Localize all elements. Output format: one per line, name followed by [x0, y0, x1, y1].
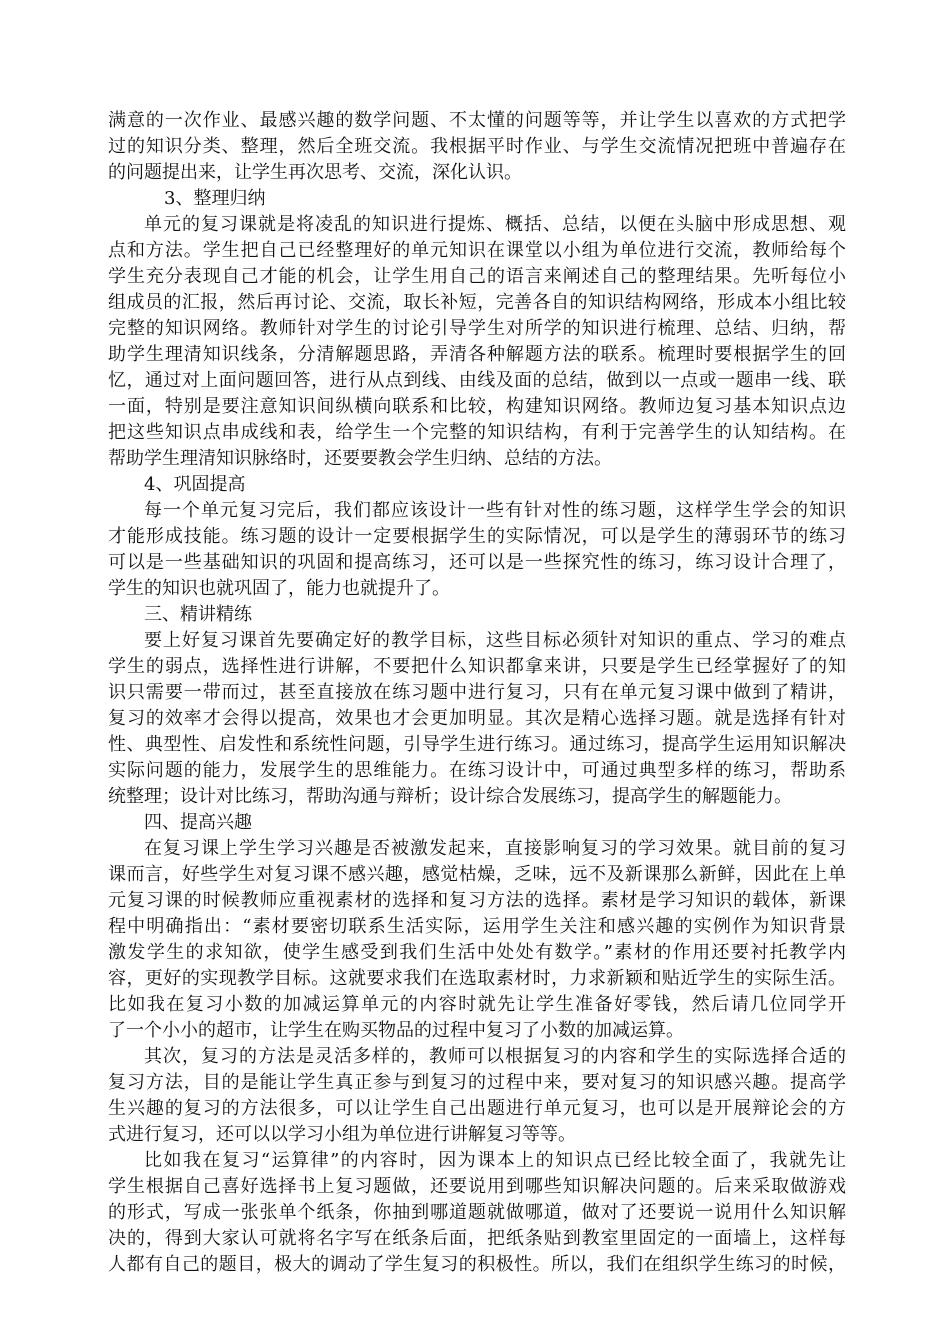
paragraph-line: 要上好复习课首先要确定好的教学目标，这些目标必须针对知识的重点、学习的难点 [144, 630, 846, 651]
paragraph-line: 性、典型性、启发性和系统性问题，引导学生进行练习。通过练习，提高学生运用知识解决 [108, 734, 846, 755]
paragraph-line: 点和方法。学生把自己已经整理好的单元知识在课堂以小组为单位进行交流，教师给每个 [108, 240, 846, 261]
paragraph-line: 满意的一次作业、最感兴趣的数学问题、不太懂的问题等等，并让学生以喜欢的方式把学 [108, 110, 846, 131]
paragraph-line: 生兴趣的复习的方法很多，可以让学生自己出题进行单元复习，也可以是开展辩论会的方 [108, 1098, 846, 1119]
section-heading: 四、提高兴趣 [144, 812, 252, 833]
paragraph-line: 程中明确指出：“素材要密切联系生活实际，运用学生关注和感兴趣的实例作为知识背景 [108, 916, 846, 937]
paragraph-line: 在复习课上学生学习兴趣是否被激发起来，直接影响复习的学习效果。就目前的复习 [144, 838, 846, 859]
paragraph-line: 复习方法，目的是能让学生真正参与到复习的过程中来，要对复习的知识感兴趣。提高学 [108, 1072, 846, 1093]
paragraph-line: 比如我在复习“运算律”的内容时，因为课本上的知识点已经比较全面了，我就先让 [144, 1150, 846, 1171]
paragraph-line: 统整理；设计对比练习，帮助沟通与辩析；设计综合发展练习，提高学生的解题能力。 [108, 786, 792, 807]
paragraph-line: 学生根据自己喜好选择书上复习题做，还要说用到哪些知识解决问题的。后来采取做游戏 [108, 1176, 846, 1197]
paragraph-line: 单元的复习课就是将凌乱的知识进行提炼、概括、总结，以便在头脑中形成思想、观 [144, 214, 846, 235]
paragraph-line: 的形式，写成一张张单个纸条，你抽到哪道题就做哪道，做对了还要说一说用什么知识解 [108, 1202, 846, 1223]
paragraph-line: 可以是一些基础知识的巩固和提高练习，还可以是一些探究性的练习，练习设计合理了， [108, 552, 846, 573]
paragraph-line: 学生的知识也就巩固了，能力也就提升了。 [108, 578, 450, 599]
paragraph-line: 复习的效率才会得以提高，效果也才会更加明显。其次是精心选择习题。就是选择有针对 [108, 708, 846, 729]
paragraph-line: 决的，得到大家认可就将名字写在纸条后面，把纸条贴到教室里固定的一面墙上，这样每 [108, 1228, 846, 1249]
paragraph-line: 一面，特别是要注意知识间纵横向联系和比较，构建知识网络。教师边复习基本知识点边 [108, 396, 846, 417]
paragraph-line: 比如我在复习小数的加减运算单元的内容时就先让学生准备好零钱，然后请几位同学开 [108, 994, 846, 1015]
paragraph-line: 完整的知识网络。教师针对学生的讨论引导学生对所学的知识进行梳理、总结、归纳，帮 [108, 318, 846, 339]
paragraph-line: 容，更好的实现教学目标。这就要求我们在选取素材时，力求新颖和贴近学生的实际生活。 [108, 968, 846, 989]
paragraph-line: 帮助学生理清知识脉络时，还要要教会学生归纳、总结的方法。 [108, 448, 612, 469]
paragraph-line: 学生充分表现自己才能的机会，让学生用自己的语言来阐述自己的整理结果。先听每位小 [108, 266, 846, 287]
paragraph-line: 课而言，好些学生对复习课不感兴趣，感觉枯燥，乏味，远不及新课那么新鲜，因此在上单 [108, 864, 846, 885]
paragraph-line: 了一个小小的超市，让学生在购买物品的过程中复习了小数的加减运算。 [108, 1020, 684, 1041]
paragraph-line: 元复习课的时候教师应重视素材的选择和复习方法的选择。素材是学习知识的载体，新课 [108, 890, 846, 911]
paragraph-line: 组成员的汇报，然后再讨论、交流，取长补短，完善各自的知识结构网络，形成本小组比较 [108, 292, 846, 313]
paragraph-line: 助学生理清知识线条，分清解题思路，弄清各种解题方法的联系。梳理时要根据学生的回 [108, 344, 846, 365]
paragraph-line: 其次，复习的方法是灵活多样的，教师可以根据复习的内容和学生的实际选择合适的 [144, 1046, 846, 1067]
paragraph-line: 识只需要一带而过，甚至直接放在练习题中进行复习，只有在单元复习课中做到了精讲， [108, 682, 846, 703]
paragraph-line: 式进行复习，还可以以学习小组为单位进行讲解复习等等。 [108, 1124, 576, 1145]
paragraph-line: 的问题提出来，让学生再次思考、交流，深化认识。 [108, 162, 522, 183]
paragraph-line: 忆，通过对上面问题回答，进行从点到线、由线及面的总结，做到以一点或一题串一线、联 [108, 370, 846, 391]
paragraph-line: 人都有自己的题目，极大的调动了学生复习的积极性。所以，我们在组织学生练习的时候， [108, 1254, 846, 1275]
paragraph-line: 激发学生的求知欲，使学生感受到我们生活中处处有数学。”素材的作用还要衬托教学内 [108, 942, 846, 963]
paragraph-line: 每一个单元复习完后，我们都应该设计一些有针对性的练习题，这样学生学会的知识 [144, 500, 846, 521]
section-heading: 三、精讲精练 [144, 604, 252, 625]
paragraph-line: 过的知识分类、整理，然后全班交流。我根据平时作业、与学生交流情况把班中普遍存在 [108, 136, 846, 157]
paragraph-line: 实际问题的能力，发展学生的思维能力。在练习设计中，可通过典型多样的练习，帮助系 [108, 760, 846, 781]
section-heading: 4、巩固提高 [144, 474, 246, 495]
paragraph-line: 学生的弱点，选择性进行讲解，不要把什么知识都拿来讲，只要是学生已经掌握好了的知 [108, 656, 846, 677]
section-heading: 3、整理归纳 [164, 188, 266, 209]
paragraph-line: 才能形成技能。练习题的设计一定要根据学生的实际情况，可以是学生的薄弱环节的练习 [108, 526, 846, 547]
paragraph-line: 把这些知识点串成线和表，给学生一个完整的知识结构，有利于完善学生的认知结构。在 [108, 422, 846, 443]
document-page [108, 108, 846, 1278]
